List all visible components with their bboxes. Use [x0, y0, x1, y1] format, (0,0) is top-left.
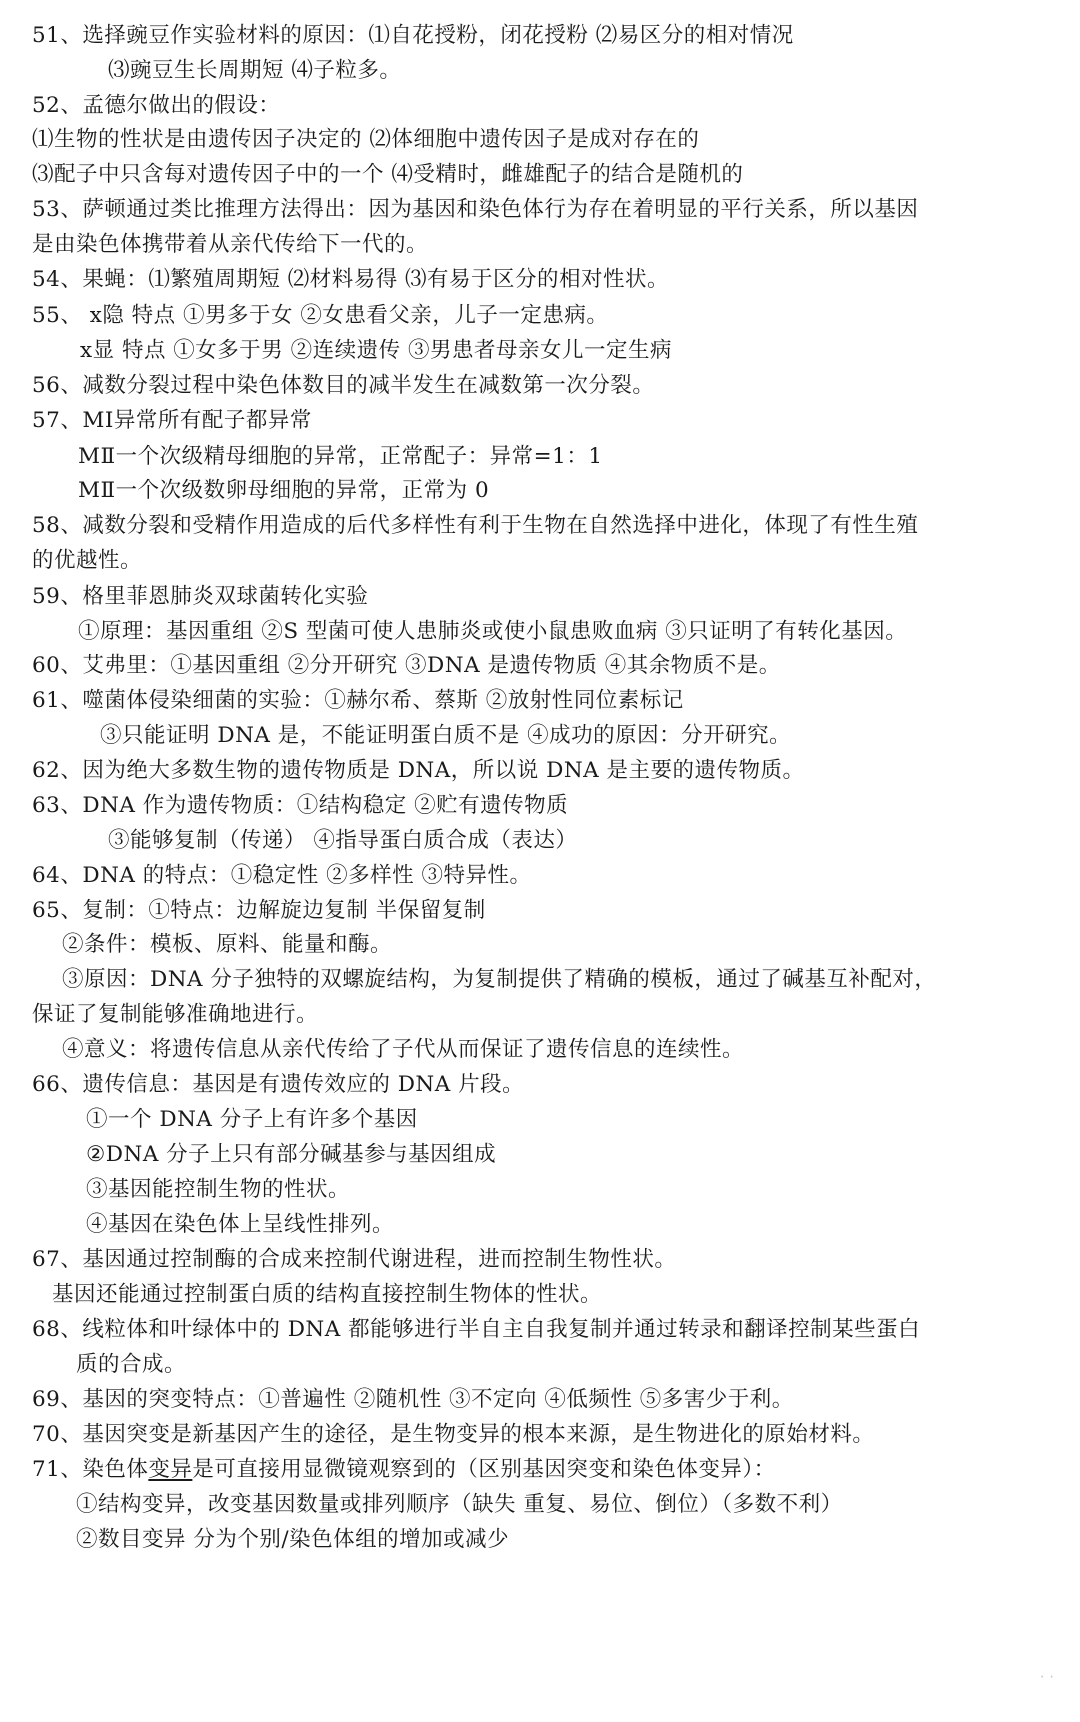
text-line: x显 特点 ①女多于男 ②连续遗传 ③男患者母亲女儿一定生病: [80, 338, 672, 363]
text-line: 63、DNA 作为遗传物质：①结构稳定 ②贮有遗传物质: [32, 793, 569, 818]
text-line: ④基因在染色体上呈线性排列。: [86, 1212, 395, 1237]
text-line: 66、遗传信息：基因是有遗传效应的 DNA 片段。: [32, 1072, 525, 1097]
text-line: ①结构变异，改变基因数量或排列顺序（缺失 重复、易位、倒位）（多数不利）: [76, 1492, 843, 1517]
text-line-71: [32, 1456, 776, 1486]
text-line: ⑶豌豆生长周期短 ⑷子粒多。: [108, 58, 402, 83]
text-line: 67、基因通过控制酶的合成来控制代谢进程，进而控制生物性状。: [32, 1247, 677, 1272]
text-line: 59、格里菲恩肺炎双球菌转化实验: [32, 584, 369, 609]
text-line: MⅡ一个次级精母细胞的异常，正常配子：异常=1：1: [78, 444, 603, 469]
text-line: 61、噬菌体侵染细菌的实验：①赫尔希、蔡斯 ②放射性同位素标记: [32, 688, 684, 713]
text-line: 62、因为绝大多数生物的遗传物质是 DNA，所以说 DNA 是主要的遗传物质。: [32, 758, 805, 783]
line71-prefix: 71、染色体: [32, 1457, 149, 1482]
text-line: ②条件：模板、原料、能量和酶。: [62, 932, 393, 957]
line71-underlined-word: 变异: [148, 1457, 193, 1482]
line71-suffix: 是可直接用显微镜观察到的（区别基因突变和染色体变异）：: [192, 1457, 776, 1482]
text-line: 51、选择豌豆作实验材料的原因：⑴自花授粉，闭花授粉 ⑵易区分的相对情况: [32, 23, 794, 48]
text-line: ②数目变异 分为个别/染色体组的增加或减少: [76, 1527, 510, 1552]
text-line: ③基因能控制生物的性状。: [86, 1177, 351, 1202]
text-line: 60、艾弗里：①基因重组 ②分开研究 ③DNA 是遗传物质 ④其余物质不是。: [32, 653, 781, 678]
text-line: 53、萨顿通过类比推理方法得出：因为基因和染色体行为存在着明显的平行关系，所以基因: [32, 197, 919, 222]
text-line: 64、DNA 的特点：①稳定性 ②多样性 ③特异性。: [32, 863, 532, 888]
text-line: ③原因：DNA 分子独特的双螺旋结构，为复制提供了精确的模板，通过了碱基互补配对，: [62, 967, 937, 992]
text-line: 52、孟德尔做出的假设：: [32, 93, 281, 118]
text-line: 58、减数分裂和受精作用造成的后代多样性有利于生物在自然选择中进化，体现了有性生殖: [32, 513, 919, 538]
text-line: 57、MⅠ异常所有配子都异常: [32, 408, 312, 433]
text-line: 65、复制：①特点：边解旋边复制 半保留复制: [32, 898, 486, 923]
text-line: ①一个 DNA 分子上有许多个基因: [86, 1107, 418, 1132]
text-line: ⑴生物的性状是由遗传因子决定的 ⑵体细胞中遗传因子是成对存在的: [32, 127, 700, 152]
text-line: 保证了复制能够准确地进行。: [32, 1002, 319, 1027]
watermark: · ·: [1039, 1668, 1054, 1686]
text-line: 70、基因突变是新基因产生的途径，是生物变异的根本来源，是生物进化的原始材料。: [32, 1422, 875, 1447]
text-line: 56、减数分裂过程中染色体数目的减半发生在减数第一次分裂。: [32, 373, 655, 398]
text-line: ⑶配子中只含每对遗传因子中的一个 ⑷受精时，雌雄配子的结合是随机的: [32, 162, 744, 187]
text-line: 基因还能通过控制蛋白质的结构直接控制生物体的性状。: [52, 1282, 603, 1307]
text-line: 的优越性。: [32, 548, 143, 573]
text-line: 68、线粒体和叶绿体中的 DNA 都能够进行半自主自我复制并通过转录和翻译控制某些蛋白: [32, 1317, 921, 1342]
text-line: ②DNA 分子上只有部分碱基参与基因组成: [86, 1142, 497, 1167]
text-line: MⅡ一个次级数卵母细胞的异常，正常为 0: [78, 478, 490, 503]
text-line: 69、基因的突变特点：①普遍性 ②随机性 ③不定向 ④低频性 ⑤多害少于利。: [32, 1387, 794, 1412]
text-line: ①原理：基因重组 ②S 型菌可使人患肺炎或使小鼠患败血病 ③只证明了有转化基因。: [78, 619, 908, 644]
text-line: ③能够复制（传递） ④指导蛋白质合成（表达）: [108, 828, 578, 853]
text-line: 54、果蝇：⑴繁殖周期短 ⑵材料易得 ⑶有易于区分的相对性状。: [32, 267, 670, 292]
text-line: ④意义：将遗传信息从亲代传给了子代从而保证了遗传信息的连续性。: [62, 1037, 745, 1062]
text-line: 55、 x隐 特点 ①男多于女 ②女患看父亲，儿子一定患病。: [32, 303, 609, 328]
text-line: 质的合成。: [76, 1352, 187, 1377]
text-line: ③只能证明 DNA 是，不能证明蛋白质不是 ④成功的原因：分开研究。: [100, 723, 792, 748]
text-line: 是由染色体携带着从亲代传给下一代的。: [32, 232, 429, 257]
